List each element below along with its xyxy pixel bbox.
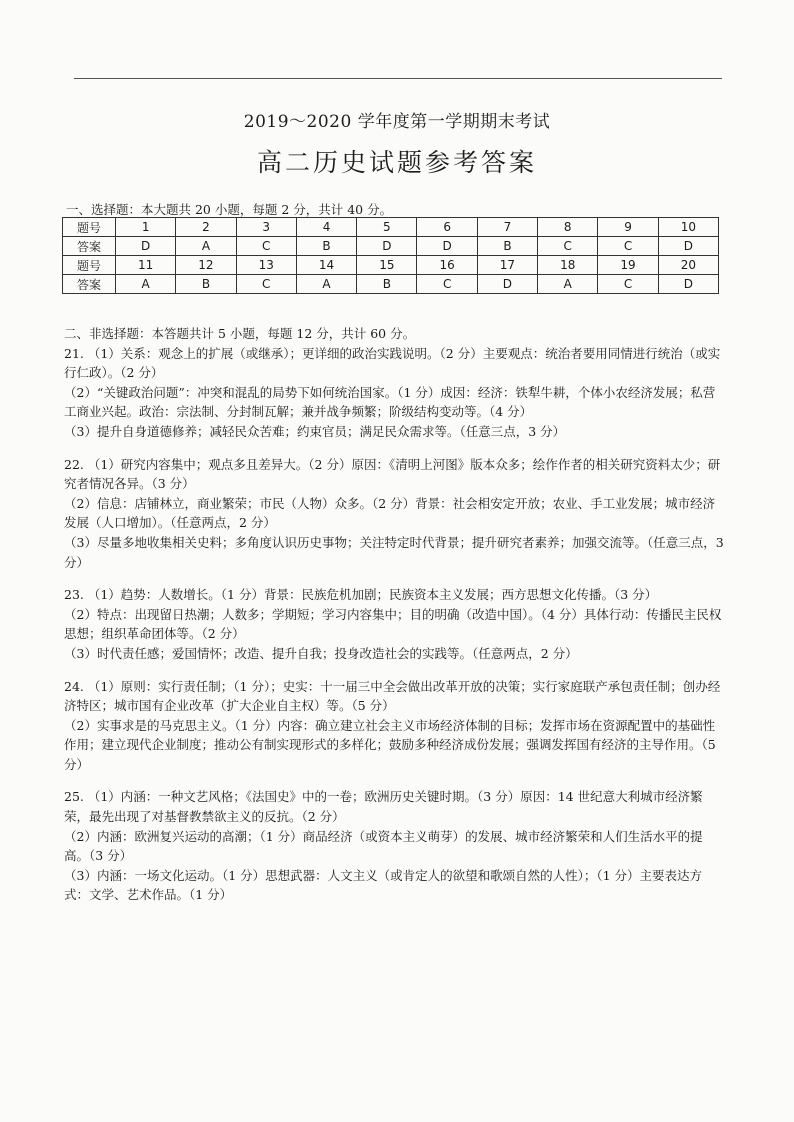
q22-part3: （3）尽量多地收集相关史料；多角度认识历史事物；关注特定时代背景；提升研究者素养；加强交流等。（任意三点，3 分） bbox=[64, 534, 724, 570]
q21-part3: （3）提升自身道德修养；减轻民众苦难；约束官员；满足民众需求等。（任意三点，3 分） bbox=[64, 423, 566, 439]
answer-cell: C bbox=[598, 237, 658, 256]
question-number: 5 bbox=[357, 218, 417, 237]
answer-cell: A bbox=[538, 275, 598, 294]
question-number: 10 bbox=[658, 218, 718, 237]
answer-cell: D bbox=[477, 275, 537, 294]
table-row bbox=[63, 218, 719, 237]
section2-heading: 二、非选择题：本答题共计 5 小题，每题 12 分，共计 60 分。 bbox=[64, 326, 416, 341]
answer-cell: D bbox=[116, 237, 176, 256]
q21-part1: 21. （1）关系：观念上的扩展（或继承）；更详细的政治实践说明。（2 分）主要观点：统治者要用同情进行统治（或实行仁政）。（2 分） bbox=[64, 345, 721, 381]
q23-part2: （2）特点：出现留日热潮；人数多；学期短；学习内容集中；目的明确（改造中国）。（4 分）具体行动：传播民主民权思想；组织革命团体等。（2 分） bbox=[64, 606, 722, 642]
answer-cell: C bbox=[598, 275, 658, 294]
question-number: 7 bbox=[477, 218, 537, 237]
q21-part2: （2）“关键政治问题”：冲突和混乱的局势下如何统治国家。（1 分）成因：经济：铁犁牛耕，个体小农经济发展；私营工商业兴起。政治：宗法制、分封制瓦解；兼并战争频繁；阶级结构变动等。（4 分） bbox=[64, 384, 716, 420]
question-number: 12 bbox=[176, 256, 236, 275]
exam-title: 2019～2020 学年度第一学期期末考试 bbox=[243, 112, 551, 132]
answer-cell: B bbox=[296, 237, 356, 256]
section2 bbox=[64, 324, 724, 905]
question-number: 13 bbox=[236, 256, 296, 275]
q25-part2: （2）内涵：欧洲复兴运动的高潮；（1 分）商品经济（或资本主义萌芽）的发展、城市经济繁荣和人们生活水平的提高。（3 分） bbox=[64, 828, 703, 864]
question-number: 6 bbox=[417, 218, 477, 237]
question-number: 20 bbox=[658, 256, 718, 275]
question-number: 19 bbox=[598, 256, 658, 275]
question-number: 17 bbox=[477, 256, 537, 275]
question-number: 16 bbox=[417, 256, 477, 275]
question-number: 14 bbox=[296, 256, 356, 275]
q22-part2: （2）信息：店铺林立，商业繁荣；市民（人物）众多。（2 分）背景：社会相安定开放；农业、手工业发展；城市经济发展（人口增加）。（任意两点，2 分） bbox=[64, 495, 716, 531]
question-number: 11 bbox=[116, 256, 176, 275]
answer-cell: D bbox=[417, 237, 477, 256]
answer-cell: D bbox=[658, 237, 718, 256]
table-row bbox=[63, 237, 719, 256]
answer-cell: C bbox=[236, 275, 296, 294]
question-number: 1 bbox=[116, 218, 176, 237]
section1-heading: 一、选择题：本大题共 20 小题，每题 2 分，共计 40 分。 bbox=[66, 202, 393, 217]
answer-cell: A bbox=[296, 275, 356, 294]
q23-part1: 23. （1）趋势：人数增长。（1 分）背景：民族危机加剧；民族资本主义发展；西方思想文化传播。（3 分） bbox=[64, 587, 658, 603]
top-rule bbox=[74, 78, 722, 79]
q23-part3: （3）时代责任感；爱国情怀；改造、提升自我；投身改造社会的实践等。（任意两点，2 分） bbox=[64, 645, 578, 661]
answer-cell: B bbox=[477, 237, 537, 256]
question-number: 15 bbox=[357, 256, 417, 275]
q24-part2: （2）实事求是的马克思主义。（1 分）内容：确立建立社会主义市场经济体制的目标；发挥市场在资源配置中的基础性作用；建立现代企业制度；推动公有制实现形式的多样化；鼓励多种经济成份发展；强调发挥国有经济的主导作用。（5 分） bbox=[64, 717, 716, 772]
answer-cell: C bbox=[417, 275, 477, 294]
q25-part1: 25. （1）内涵：一种文艺风格；《法国史》中的一卷；欧洲历史关键时期。（3 分）原因：14 世纪意大利城市经济繁荣，最先出现了对基督教禁欲主义的反抗。（2 分） bbox=[64, 789, 703, 825]
answer-cell: B bbox=[357, 275, 417, 294]
answer-cell: D bbox=[357, 237, 417, 256]
answer-cell: C bbox=[538, 237, 598, 256]
answer-cell: C bbox=[236, 237, 296, 256]
row-label: 答案 bbox=[63, 237, 116, 256]
row-label: 题号 bbox=[63, 256, 116, 275]
q24-part1: 24. （1）原则：实行责任制；（1 分）；史实：十一届三中全会做出改革开放的决策；实行家庭联产承包责任制；创办经济特区；城市国有企业改革（扩大企业自主权）等。（5 分） bbox=[64, 678, 721, 714]
q22-part1: 22. （1）研究内容集中；观点多且差异大。（2 分）原因：《清明上河图》版本众多；绘作作者的相关研究资料太少；研究者情况各异。（3 分） bbox=[64, 456, 721, 492]
answer-table bbox=[62, 217, 719, 294]
answer-cell: D bbox=[658, 275, 718, 294]
answer-cell: A bbox=[116, 275, 176, 294]
answer-key-title: 高二历史试题参考答案 bbox=[256, 148, 537, 177]
question-number: 2 bbox=[176, 218, 236, 237]
question-number: 18 bbox=[538, 256, 598, 275]
question-number: 4 bbox=[296, 218, 356, 237]
answer-cell: B bbox=[176, 275, 236, 294]
question-number: 3 bbox=[236, 218, 296, 237]
table-row bbox=[63, 256, 719, 275]
q25-part3: （3）内涵：一场文化运动。（1 分）思想武器：人文主义（或肯定人的欲望和歌颂自然的人性）；（1 分）主要表达方式：文学、艺术作品。（1 分） bbox=[64, 867, 703, 903]
answer-cell: A bbox=[176, 237, 236, 256]
question-number: 9 bbox=[598, 218, 658, 237]
table-row bbox=[63, 275, 719, 294]
row-label: 答案 bbox=[63, 275, 116, 294]
question-number: 8 bbox=[538, 218, 598, 237]
row-label: 题号 bbox=[63, 218, 116, 237]
